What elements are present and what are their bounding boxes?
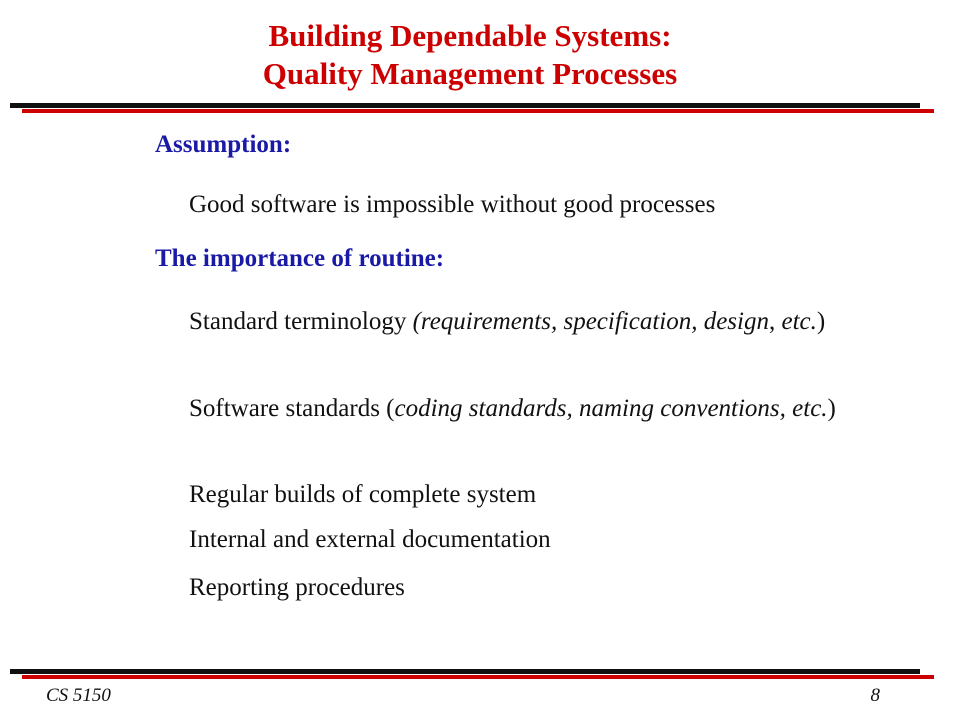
assumption-text: Good software is impossible without good processes <box>189 191 716 218</box>
terminology-comma: , <box>769 308 782 335</box>
footer-course: CS 5150 <box>46 685 111 706</box>
terminology-close: ) <box>816 308 826 335</box>
standards-close: ) <box>827 395 836 422</box>
standards-main: Software standards ( <box>189 395 395 422</box>
list-item-regular-builds: Regular builds of complete system <box>189 481 537 508</box>
footer-page-number: 8 <box>870 685 880 706</box>
list-item-documentation: Internal and external documentation <box>189 526 551 553</box>
terminology-main: Standard terminology <box>189 308 413 335</box>
bottom-divider-red <box>22 675 934 679</box>
top-divider-red <box>22 109 934 113</box>
slide-title-line-2: Quality Management Processes <box>262 56 678 91</box>
slide-title-line-1: Building Dependable Systems: <box>268 18 672 53</box>
terminology-etc: etc. <box>781 308 817 335</box>
list-item-software-standards <box>189 391 889 427</box>
standards-examples: coding standards, naming conventions, etc. <box>394 395 828 422</box>
assumption-heading: Assumption: <box>155 131 292 158</box>
list-item-terminology <box>189 304 889 340</box>
routine-heading: The importance of routine: <box>155 245 445 272</box>
terminology-examples: (requirements, specification, design <box>412 308 769 335</box>
top-divider-dark <box>10 103 920 108</box>
list-item-reporting: Reporting procedures <box>189 574 405 601</box>
bottom-divider-dark <box>10 669 920 674</box>
